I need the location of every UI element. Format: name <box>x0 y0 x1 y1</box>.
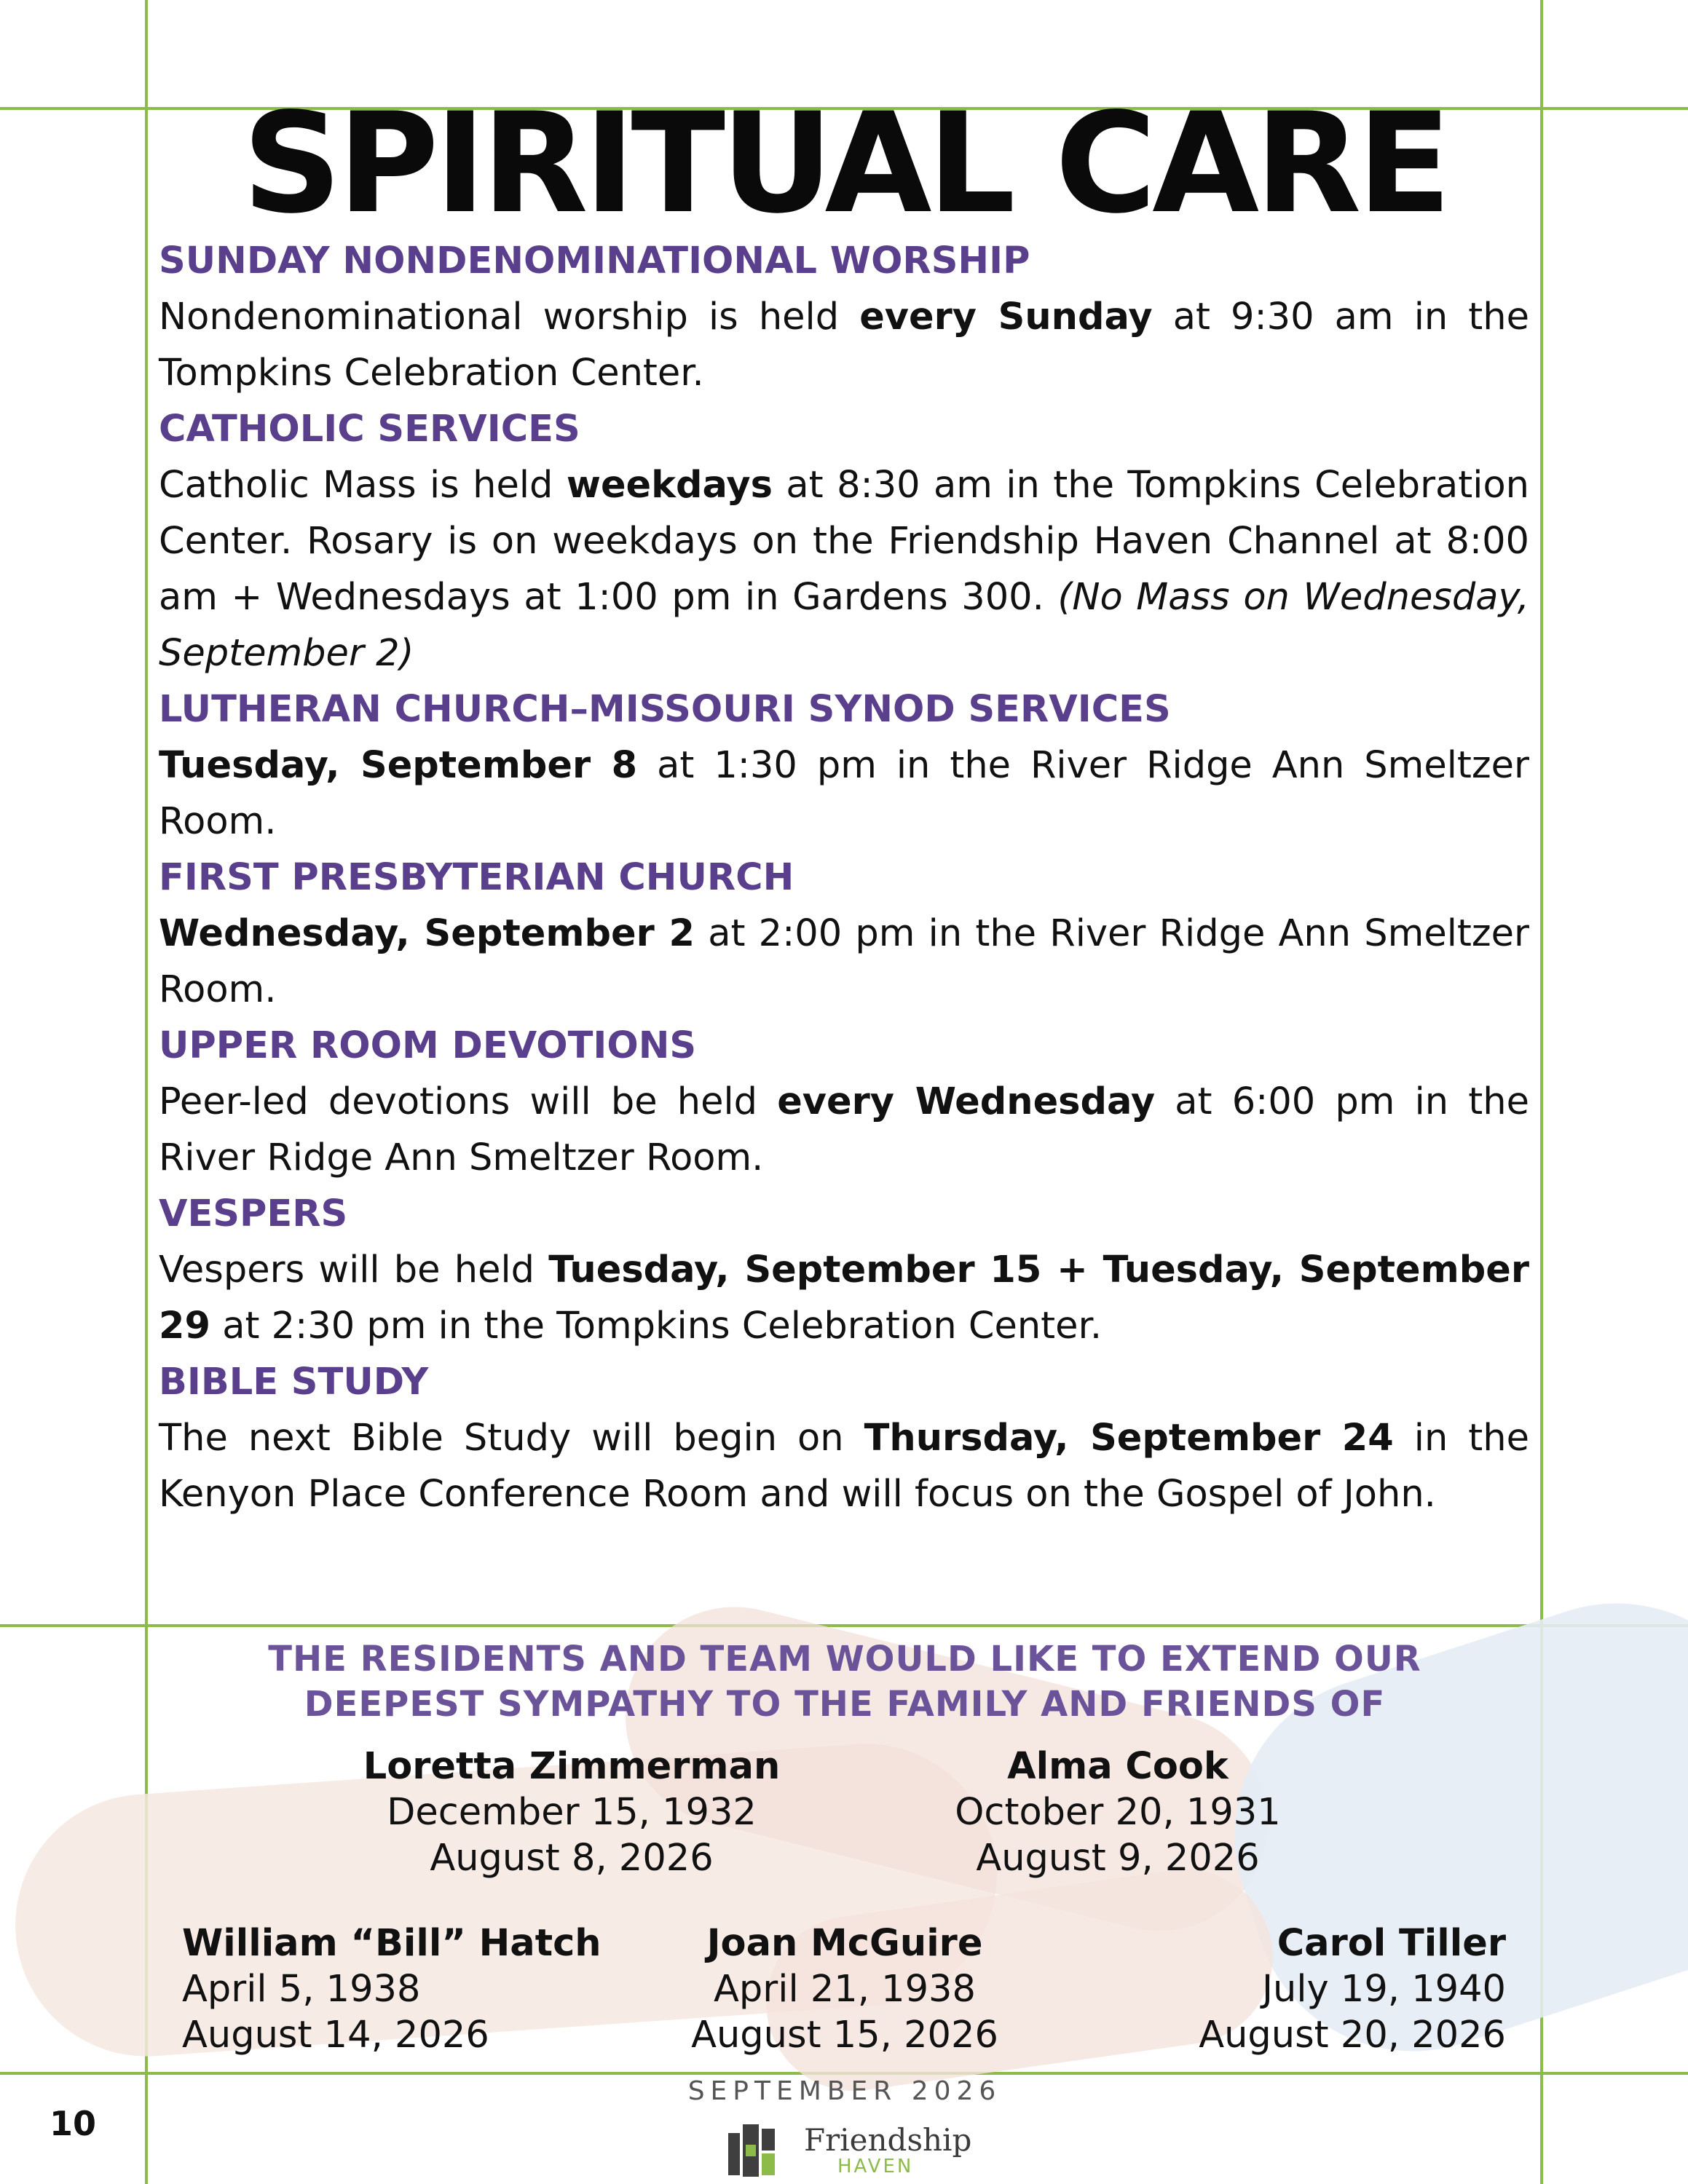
body-text: Nondenominational worship is held <box>159 296 860 339</box>
memorial-death-date: August 9, 2026 <box>976 1837 1260 1880</box>
memorial-name: William “Bill” Hatch <box>182 1922 602 1965</box>
logo-word-haven: HAVEN <box>837 2156 914 2177</box>
memorial-carol-tiller <box>1092 1920 1506 2058</box>
service-sections <box>159 233 1529 1522</box>
memorial-birth-date: July 19, 1940 <box>1261 1968 1506 2011</box>
memorial-death-date: August 20, 2026 <box>1199 2014 1506 2057</box>
friendship-haven-logo <box>728 2124 976 2177</box>
body-text: at 1:30 pm in the River Ridge Ann Smeltzer Room. <box>159 744 1529 843</box>
section-body <box>159 289 1529 401</box>
bold-text: weekdays <box>566 464 773 507</box>
section-body <box>159 906 1529 1018</box>
section-heading: UPPER ROOM DEVOTIONS <box>159 1024 697 1067</box>
body-text: at 8:30 am in the Tompkins Celebration Center. Rosary is on weekdays on the Friendship Haven Channel at 8:00 am + Wednesdays at 1:00 pm in Gardens 300. <box>159 464 1529 619</box>
sympathy-heading <box>153 1637 1537 1727</box>
body-text: in the Kenyon Place Conference Room and will focus on the Gospel of John. <box>159 1417 1529 1516</box>
memorial-name: Alma Cook <box>1007 1745 1228 1788</box>
section-body <box>159 1074 1529 1186</box>
sympathy-heading-line-2: DEEPEST SYMPATHY TO THE FAMILY AND FRIENDS OF <box>304 1684 1386 1725</box>
body-text: at 9:30 am in the Tompkins Celebration Center. <box>159 296 1529 395</box>
issue-month: SEPTEMBER 2026 <box>687 2076 1002 2106</box>
section-body <box>159 1410 1529 1522</box>
memorial-birth-date: December 15, 1932 <box>387 1791 757 1834</box>
body-text: at 2:00 pm in the River Ridge Ann Smeltzer Room. <box>159 912 1529 1011</box>
memorial-death-date: August 14, 2026 <box>182 2014 489 2057</box>
page-number: 10 <box>49 2104 96 2143</box>
bold-text: every Sunday <box>859 296 1153 339</box>
section-body <box>159 457 1529 681</box>
body-text: Peer-led devotions will be held <box>159 1080 778 1123</box>
italic-text: (No Mass on Wednesday, September 2) <box>159 576 1529 675</box>
memorial-name: Carol Tiller <box>1277 1922 1506 1965</box>
sympathy-heading-line-1: THE RESIDENTS AND TEAM WOULD LIKE TO EXTEND OUR <box>268 1639 1421 1679</box>
memorial-name: Joan McGuire <box>706 1922 983 1965</box>
memorial-alma-cook <box>896 1744 1340 1881</box>
section-heading: FIRST PRESBYTERIAN CHURCH <box>159 856 794 899</box>
section-heading: CATHOLIC SERVICES <box>159 408 580 451</box>
logo-word-friendship: Friendship <box>804 2122 972 2158</box>
section-body <box>159 737 1529 850</box>
memorial-birth-date: April 5, 1938 <box>182 1968 421 2011</box>
section-body <box>159 1242 1529 1354</box>
memorial-birth-date: October 20, 1931 <box>955 1791 1281 1834</box>
body-text: The next Bible Study will begin on <box>159 1417 864 1460</box>
bold-text: every Wednesday <box>777 1080 1156 1123</box>
friendship-haven-logo-mark-icon <box>728 2124 776 2177</box>
section-heading: LUTHERAN CHURCH–MISSOURI SYNOD SERVICES <box>159 688 1171 731</box>
section-heading: SUNDAY NONDENOMINATIONAL WORSHIP <box>159 240 1030 282</box>
memorial-name: Loretta Zimmerman <box>363 1745 781 1788</box>
memorial-joan-mcguire <box>655 1920 1034 2058</box>
memorial-william-hatch <box>182 1920 648 2058</box>
bold-text: Wednesday, September 2 <box>159 912 695 955</box>
body-text: Catholic Mass is held <box>159 464 567 507</box>
bold-text: Tuesday, September 8 <box>159 744 638 787</box>
body-text: at 6:00 pm in the River Ridge Ann Smeltzer Room. <box>159 1080 1529 1179</box>
page-title: SPIRITUAL CARE <box>242 83 1448 244</box>
memorial-death-date: August 8, 2026 <box>430 1837 714 1880</box>
body-text: at 2:30 pm in the Tompkins Celebration Center. <box>210 1305 1103 1348</box>
memorial-loretta-zimmerman <box>320 1744 823 1881</box>
body-text: Vespers will be held <box>159 1249 549 1291</box>
bold-text: Thursday, September 24 <box>864 1417 1394 1460</box>
section-heading: VESPERS <box>159 1192 348 1235</box>
memorial-birth-date: April 21, 1938 <box>714 1968 976 2011</box>
section-heading: BIBLE STUDY <box>159 1361 429 1404</box>
memorial-death-date: August 15, 2026 <box>691 2014 998 2057</box>
bold-text: Tuesday, September 15 + Tuesday, September 29 <box>159 1249 1529 1348</box>
